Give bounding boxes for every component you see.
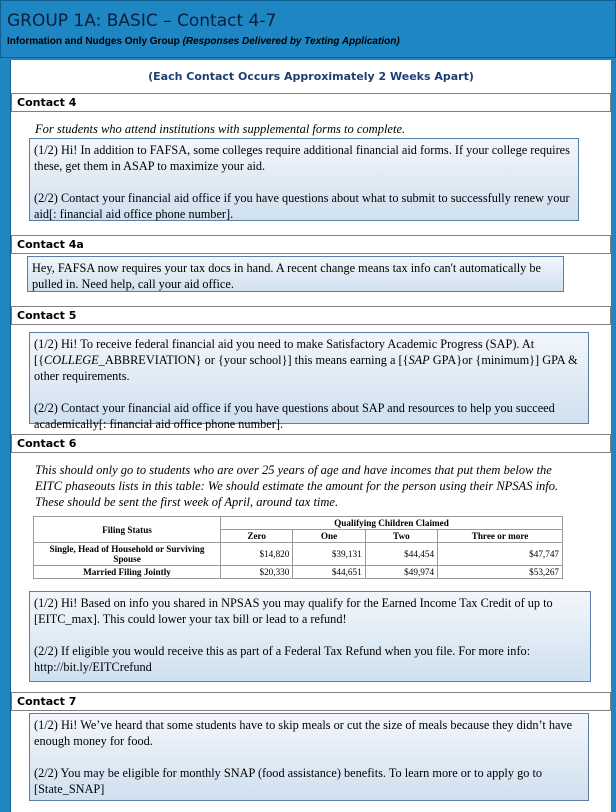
contact7-msg1: (1/2) Hi! We’ve heard that some students have to skip meals or cut the size of meals because they didn’t have enough money for food. <box>34 718 573 748</box>
table-col-two: Two <box>365 530 437 543</box>
table-cell: $53,267 <box>438 566 563 579</box>
contact5-msg1-italic-college: COLLEGE <box>44 353 99 367</box>
page-title: GROUP 1A: BASIC – Contact 4-7 <box>7 11 277 31</box>
contact6-message <box>29 591 591 682</box>
table-row <box>34 543 563 566</box>
contact7-msg2: (2/2) You may be eligible for monthly SNAP (food assistance) benefits. To learn more or to apply go to [State_SNAP] <box>34 766 543 796</box>
subtitle-group: Information and Nudges Only Group <box>7 36 180 47</box>
table-cell: $44,651 <box>293 566 365 579</box>
table-header-filing-status: Filing Status <box>34 517 221 543</box>
contact6-heading: Contact 6 <box>11 434 611 453</box>
table-col-three-or-more: Three or more <box>438 530 563 543</box>
contact5-msg1-part-b: _ABBREVIATION} or {your school}] this means earning a [{ <box>98 353 409 367</box>
contact4a-msg: Hey, FAFSA now requires your tax docs in hand. A recent change means tax info can't automatically be pulled in. Need help, call your aid office. <box>32 261 541 291</box>
table-row-label: Married Filing Jointly <box>34 566 221 579</box>
table-col-zero: Zero <box>221 530 293 543</box>
contact4-msg2: (2/2) Contact your financial aid office if you have questions about what to submit to successfully renew your aid[: financial aid office phone number]. <box>34 191 570 221</box>
contact5-msg1-italic-sap: SAP <box>408 353 430 367</box>
table-col-one: One <box>293 530 365 543</box>
table-header-qualifying-children: Qualifying Children Claimed <box>221 517 563 530</box>
contact4-note: For students who attend institutions with supplemental forms to complete. <box>35 122 406 136</box>
left-edge-bar <box>0 60 11 812</box>
contact5-message <box>29 332 589 431</box>
table-cell: $44,454 <box>365 543 437 566</box>
contact5-msg1-part-c: GPA}or {minimum}] GPA & other requirements. <box>34 353 578 383</box>
contact4-message <box>29 138 579 221</box>
contact4-msg1: (1/2) Hi! In addition to FAFSA, some colleges require additional financial aid forms. If your college requires these, get them in ASAP to maximize your aid. <box>34 143 570 173</box>
contact5-msg1-part-a: (1/2) Hi! To receive federal financial aid you need to make Satisfactory Academic Progress (SAP). At [{ <box>34 337 535 367</box>
table-cell: $49,974 <box>365 566 437 579</box>
eitc-table <box>33 516 563 579</box>
table-cell: $39,131 <box>293 543 365 566</box>
contact4a-heading: Contact 4a <box>11 235 611 254</box>
table-cell: $14,820 <box>221 543 293 566</box>
table-row <box>34 566 563 579</box>
contact7-message <box>29 713 589 801</box>
page-header <box>0 0 616 58</box>
contact4a-message <box>27 256 564 292</box>
schedule-note: (Each Contact Occurs Approximately 2 Weeks Apart) <box>148 70 474 83</box>
subtitle-delivery: (Responses Delivered by Texting Application) <box>182 36 400 47</box>
contact6-note: This should only go to students who are over 25 years of age and have incomes that put them below the EITC phaseouts lists in this table: We should estimate the amount for the person using their NPSAS info. These should be sent the first week of April, around tax time. <box>35 463 559 509</box>
content-panel <box>11 60 611 812</box>
contact7-heading: Contact 7 <box>11 692 611 711</box>
table-cell: $47,747 <box>438 543 563 566</box>
contact5-msg1 <box>34 336 584 384</box>
page-subtitle <box>7 36 400 47</box>
contact6-msg1: (1/2) Hi! Based on info you shared in NPSAS you may qualify for the Earned Income Tax Credit of up to [EITC_max]. This could lower your tax bill or lead to a refund! <box>34 596 553 626</box>
contact5-msg2: (2/2) Contact your financial aid office if you have questions about SAP and resources to help you succeed academically[: financial aid office phone number]. <box>34 401 555 431</box>
contact4-heading: Contact 4 <box>11 93 611 112</box>
table-row-label: Single, Head of Household or Surviving Spouse <box>34 543 221 566</box>
contact5-heading: Contact 5 <box>11 306 611 325</box>
table-header-row <box>34 517 563 530</box>
contact6-msg2: (2/2) If eligible you would receive this as part of a Federal Tax Refund when you file. For more info: http://bit.ly/EITCrefund <box>34 644 531 674</box>
table-cell: $20,330 <box>221 566 293 579</box>
